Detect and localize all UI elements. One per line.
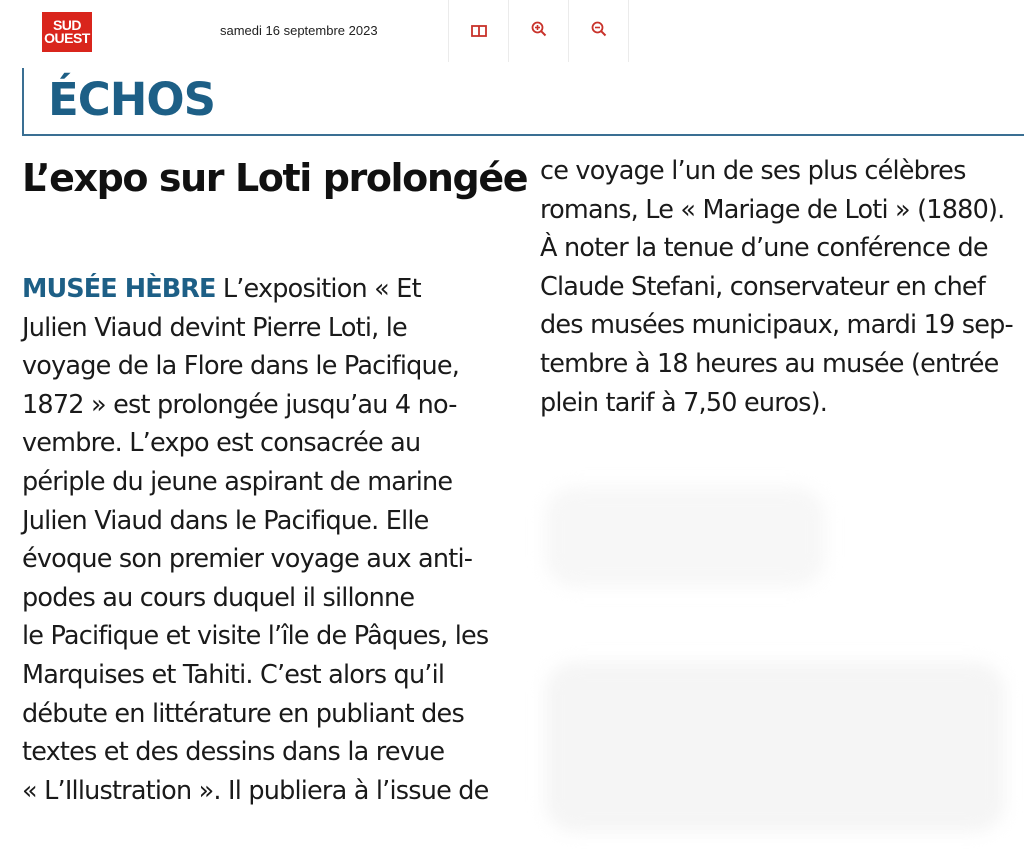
article-kicker: MUSÉE HÈBRE: [22, 274, 216, 304]
article-line: Julien Viaud dans le Pacifique. Elle: [22, 505, 429, 536]
zoom-out-button[interactable]: [585, 17, 613, 45]
article-line: « L’Illustration ». Il publiera à l’issue de: [22, 775, 489, 806]
article-line: le Pacifique et visite l’île de Pâques, les: [22, 621, 489, 652]
article-line: [22, 270, 512, 309]
article-column-right: [540, 152, 1024, 422]
zoom-in-icon: [531, 21, 547, 41]
article-headline: L’expo sur Loti prolongée: [22, 156, 528, 200]
article-line: vembre. L’expo est consacrée au: [22, 428, 421, 459]
page-view-button[interactable]: [465, 17, 493, 45]
rubric-title: ÉCHOS: [48, 73, 216, 126]
toolbar-divider: [628, 0, 629, 62]
print-smudge: [545, 487, 825, 587]
article-line: périple du jeune aspirant de marine: [22, 466, 453, 497]
article-line: À noter la tenue d’une conférence de: [540, 233, 988, 264]
article-line: Marquises et Tahiti. C’est alors qu’il: [22, 659, 445, 690]
sud-ouest-logo[interactable]: [42, 12, 92, 52]
edition-date: samedi 16 septembre 2023: [220, 23, 378, 38]
article-page: [0, 62, 1024, 849]
article-line: évoque son premier voyage aux anti-: [22, 544, 473, 575]
print-smudge: [545, 662, 1005, 832]
article-line: tembre à 18 heures au musée (entrée: [540, 348, 999, 379]
zoom-out-icon: [591, 21, 607, 41]
toolbar-divider: [508, 0, 509, 62]
toolbar-divider: [568, 0, 569, 62]
article-line: des musées municipaux, mardi 19 sep-: [540, 310, 1013, 341]
article-column-left: [22, 270, 512, 810]
article-line: ce voyage l’un de ses plus célèbres: [540, 156, 966, 186]
article-line-text: L’exposition « Et: [215, 274, 421, 304]
book-icon: [471, 22, 487, 41]
logo-line-1: SUD: [52, 17, 82, 33]
toolbar-divider: [448, 0, 449, 62]
article-line: 1872 » est prolongée jusqu’au 4 no-: [22, 389, 457, 420]
article-line: voyage de la Flore dans le Pacifique,: [22, 351, 460, 382]
logo-line-2: OUEST: [44, 30, 90, 46]
article-line: Julien Viaud devint Pierre Loti, le: [22, 312, 407, 343]
toolbar: [0, 0, 1024, 63]
zoom-in-button[interactable]: [525, 17, 553, 45]
article-line: romans, Le « Mariage de Loti » (1880).: [540, 194, 1005, 225]
article-line: podes au cours duquel il sillonne: [22, 582, 415, 613]
article-line: plein tarif à 7,50 euros).: [540, 387, 828, 418]
article-line: Claude Stefani, conservateur en chef: [540, 271, 985, 302]
article-line: débute en littérature en publiant des: [22, 698, 464, 729]
article-line: textes et des dessins dans la revue: [22, 737, 445, 768]
